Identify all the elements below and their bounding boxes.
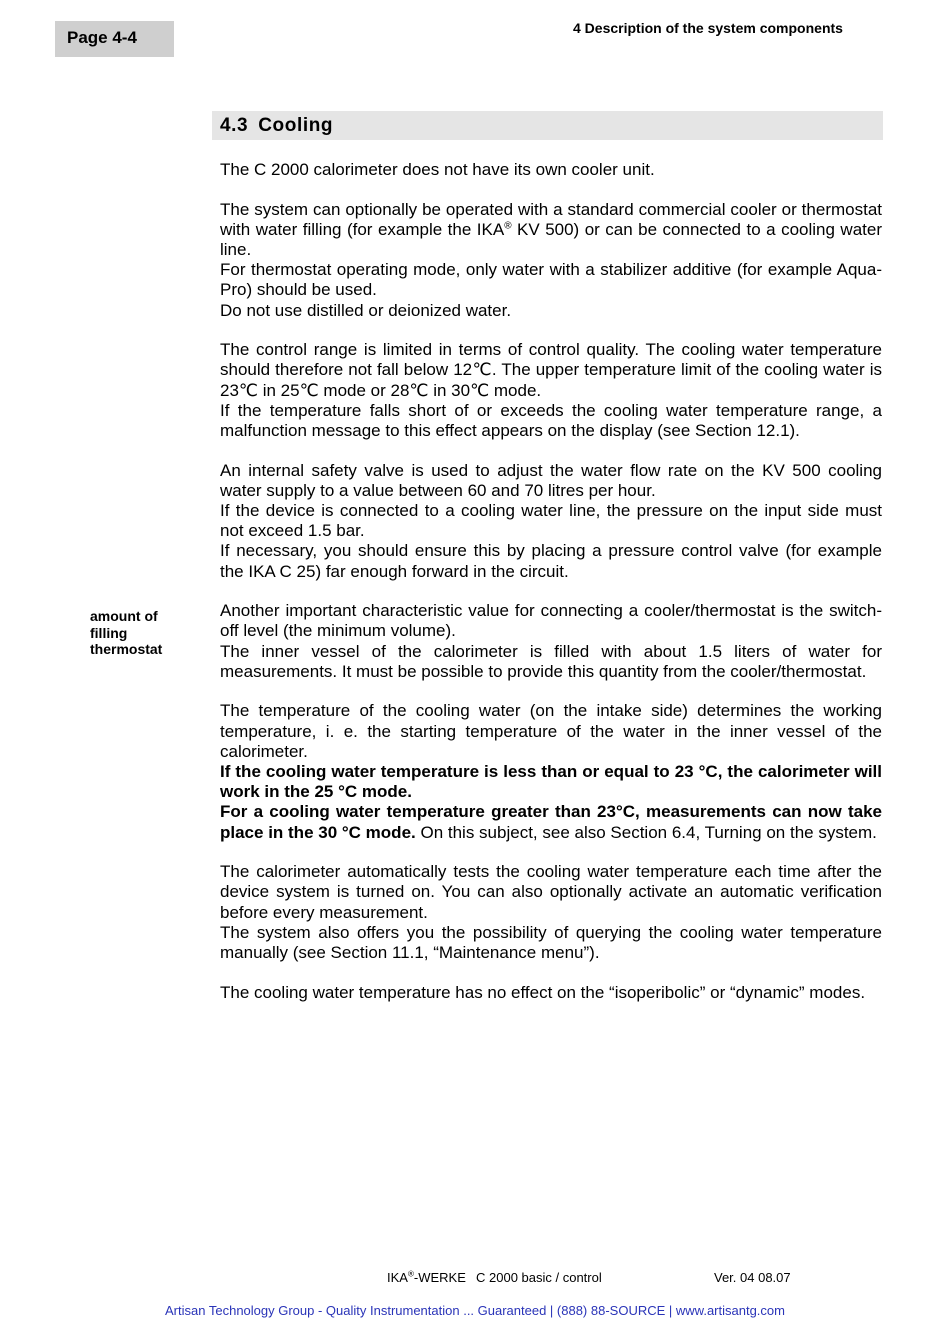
paragraph-cooler-options — [220, 200, 882, 321]
margin-note-line: thermostat — [90, 641, 163, 657]
page-number-label: Page 4-4 — [55, 21, 174, 57]
margin-note-line: amount of — [90, 608, 158, 624]
registered-mark: ® — [407, 1269, 414, 1279]
text-line: The cooling water temperature has no effect on the “isoperibolic” or “dynamic” modes. — [220, 982, 866, 1002]
text-line: The system also offers you the possibility of querying the cooling water temperature manually (see Section 11.1, “Maintenance menu”). — [220, 922, 882, 963]
footer-brand — [387, 1270, 466, 1285]
body-text — [220, 160, 882, 1022]
section-heading — [212, 111, 883, 140]
margin-note — [90, 608, 162, 658]
paragraph-working-temperature — [220, 701, 882, 842]
text-line: The calorimeter automatically tests the cooling water temperature each time after the device system is turned on. You can also optionally activate an automatic verification before every measurement. — [220, 862, 882, 922]
paragraph-modes — [220, 983, 882, 1003]
paragraph-filling-amount — [220, 601, 882, 682]
brand-text: IKA — [387, 1270, 408, 1285]
paragraph-intro — [220, 160, 882, 180]
text-line: The C 2000 calorimeter does not have its own cooler unit. — [220, 160, 655, 179]
text-line: If the temperature falls short of or exceeds the cooling water temperature range, a malfunction message to this effect appears on the display (see Section 12.1). — [220, 400, 882, 441]
text-span: KV 500) or can be connected to a cooling water line. — [220, 219, 882, 259]
section-title: Cooling — [258, 115, 334, 136]
text-span: On this subject, see also Section 6.4, Turning on the system. — [415, 822, 877, 842]
paragraph-control-range — [220, 340, 882, 441]
text-line: The inner vessel of the calorimeter is filled with about 1.5 liters of water for measurements. It must be possible to provide this quantity from the cooler/thermostat. — [220, 641, 882, 681]
text-line: If necessary, you should ensure this by placing a pressure control valve (for example the IKA C 25) far enough forward in the circuit. — [220, 541, 882, 581]
text-line — [220, 200, 882, 261]
text-line-bold: If the cooling water temperature is less than or equal to 23 °C, the calorimeter will work in the 25 °C mode. — [220, 762, 882, 802]
paragraph-safety-valve — [220, 461, 882, 582]
paragraph-automatic-test — [220, 862, 882, 963]
text-line: Another important characteristic value for connecting a cooler/thermostat is the switch-off level (the minimum volume). — [220, 601, 882, 641]
text-span: The system can optionally be operated with a standard commercial cooler or thermostat with water filling (for example the IKA — [220, 199, 882, 239]
text-line — [220, 802, 882, 842]
brand-text: -WERKE — [413, 1270, 466, 1285]
text-line: For thermostat operating mode, only water with a stabilizer additive (for example Aqua-Pro) should be used. — [220, 260, 882, 300]
text-span-bold: For a cooling water temperature greater than 23°C, measurements can now take place in the 30 °C mode. — [220, 802, 882, 842]
text-line: The control range is limited in terms of control quality. The cooling water temperature should therefore not fall below 12℃. The upper temperature limit of the cooling water is 23℃ in 25℃ mode or 28℃ in 30℃ mode. — [220, 340, 882, 400]
footer-model: C 2000 basic / control — [476, 1270, 602, 1285]
text-line: Do not use distilled or deionized water. — [220, 300, 512, 320]
text-line: An internal safety valve is used to adjust the water flow rate on the KV 500 cooling water supply to a value between 60 and 70 litres per hour. — [220, 460, 882, 500]
margin-note-line: filling — [90, 624, 128, 641]
distributor-link[interactable]: Artisan Technology Group - Quality Instrumentation ... Guaranteed | (888) 88-SOURCE | www.artisantg.com — [165, 1303, 785, 1318]
section-number: 4.3 — [220, 115, 249, 136]
text-line: If the device is connected to a cooling water line, the pressure on the input side must not exceed 1.5 bar. — [220, 501, 882, 541]
registered-mark: ® — [504, 220, 512, 232]
text-line: The temperature of the cooling water (on the intake side) determines the working temperature, i. e. the starting temperature of the water in the inner vessel of the calorimeter. — [220, 701, 882, 761]
footer-version: Ver. 04 08.07 — [714, 1270, 791, 1285]
chapter-title: 4 Description of the system components — [573, 20, 843, 36]
